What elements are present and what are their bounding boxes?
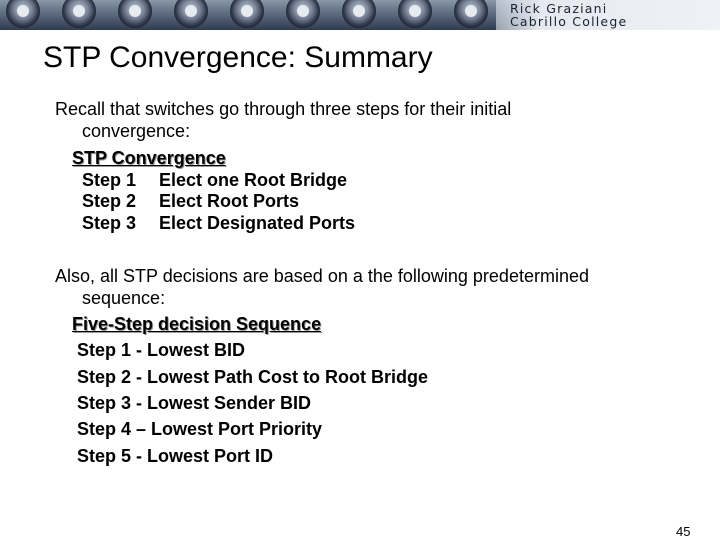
- wheel-rim-image: [174, 0, 208, 28]
- section1-heading: STP Convergence: [72, 148, 226, 168]
- convergence-step-row: [82, 213, 355, 234]
- wheel-rim-image: [62, 0, 96, 28]
- convergence-step-text: Elect Designated Ports: [159, 213, 356, 233]
- wheel-rim-image: [118, 0, 152, 28]
- convergence-step-label: Step 1: [82, 170, 137, 190]
- banner-author-name: Rick Graziani: [510, 1, 608, 16]
- convergence-step-label: Step 2: [82, 191, 137, 211]
- convergence-step-row: [82, 191, 299, 212]
- section1-intro-line2: convergence:: [82, 121, 191, 141]
- decision-step: Step 2 - Lowest Path Cost to Root Bridge: [77, 367, 429, 387]
- page-number: 45: [676, 524, 691, 539]
- section2-intro-line1: Also, all STP decisions are based on a the following predetermined: [55, 266, 589, 286]
- decision-step: Step 1 - Lowest BID: [77, 340, 246, 360]
- slide-title: STP Convergence: Summary: [43, 41, 433, 74]
- wheel-rim-image: [342, 0, 376, 28]
- banner-college-name: Cabrillo College: [510, 14, 628, 29]
- section2-heading: Five-Step decision Sequence: [72, 314, 322, 334]
- convergence-step-text: Elect Root Ports: [159, 191, 300, 211]
- decision-step: Step 3 - Lowest Sender BID: [77, 393, 312, 413]
- wheel-rim-image: [398, 0, 432, 28]
- wheel-rim-image: [286, 0, 320, 28]
- convergence-step-label: Step 3: [82, 213, 137, 233]
- section1-intro-line1: Recall that switches go through three steps for their initial: [55, 99, 512, 119]
- convergence-step-row: [82, 170, 347, 191]
- wheel-rim-image: [230, 0, 264, 28]
- decision-step: Step 4 – Lowest Port Priority: [77, 419, 323, 439]
- section2-intro-line2: sequence:: [82, 288, 166, 308]
- wheel-rim-image: [6, 0, 40, 28]
- header-banner: [0, 0, 720, 30]
- banner-author-block: [496, 0, 720, 30]
- convergence-step-text: Elect one Root Bridge: [159, 170, 348, 190]
- decision-step: Step 5 - Lowest Port ID: [77, 446, 274, 466]
- wheel-rim-image: [454, 0, 488, 28]
